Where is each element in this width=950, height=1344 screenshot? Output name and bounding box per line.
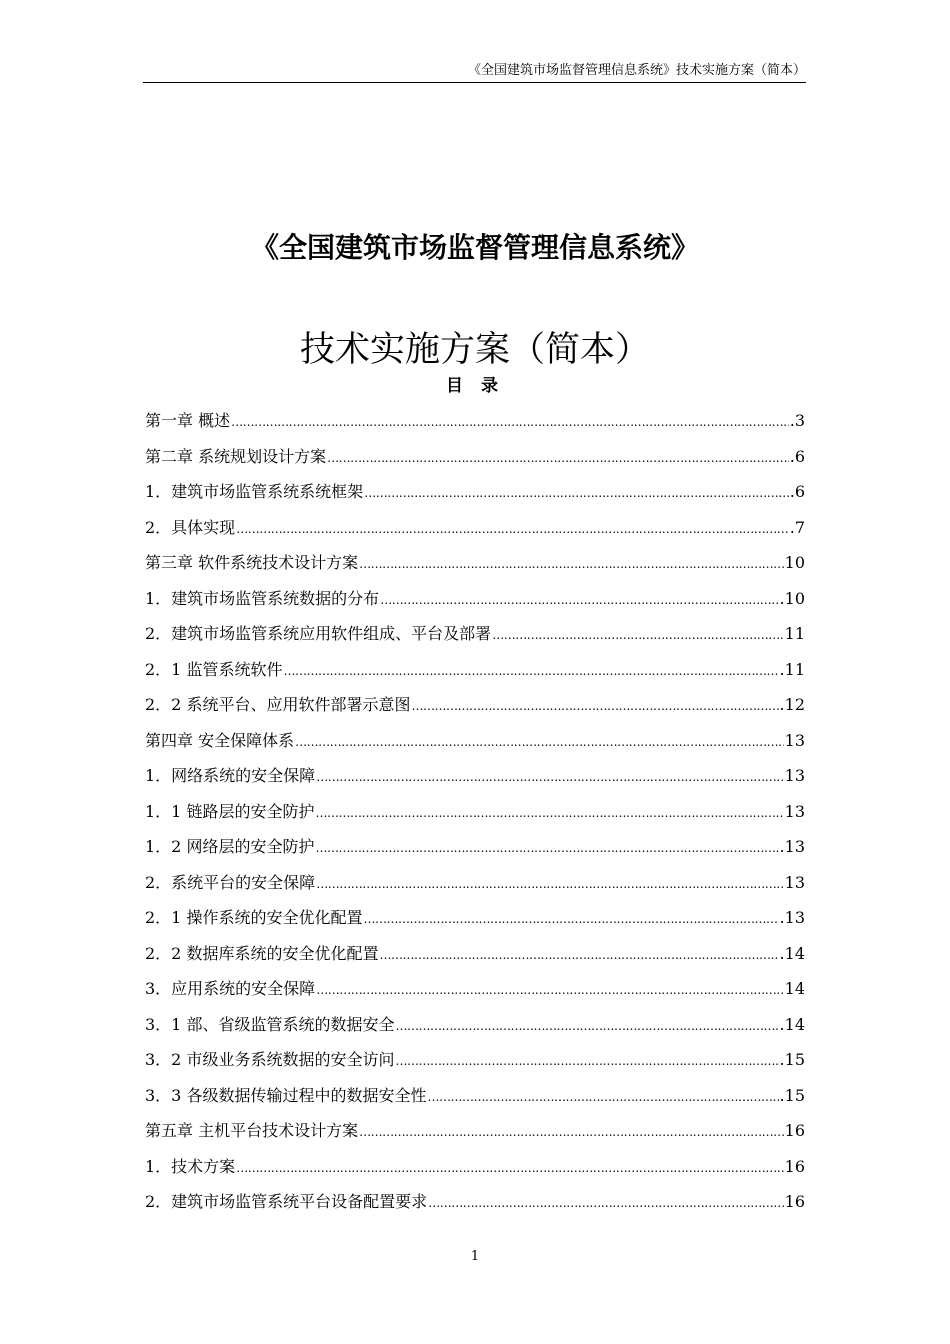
toc-dot-leader: [379, 938, 778, 972]
toc-entry[interactable]: [145, 758, 805, 794]
toc-entry-text: 2．1 操作系统的安全优化配置: [145, 908, 363, 927]
toc-entry[interactable]: [145, 545, 805, 581]
document-title: 《全国建筑市场监督管理信息系统》: [250, 231, 699, 264]
toc-entry[interactable]: [145, 474, 805, 510]
toc-dot-leader: [316, 973, 783, 1007]
toc-dot-leader: [395, 1009, 778, 1043]
toc-dot-leader: [380, 583, 778, 617]
toc-entry-text: 第五章 主机平台技术设计方案: [145, 1121, 359, 1140]
toc-dot-leader: [363, 902, 778, 936]
toc-dot-leader: [315, 831, 778, 865]
document-subtitle: 技术实施方案（简本）: [299, 330, 650, 370]
running-header: 《全国建筑市场监督管理信息系统》技术实施方案（简本）: [143, 62, 806, 83]
toc-entry-text: 2．2 数据库系统的安全优化配置: [145, 943, 379, 963]
toc-entry[interactable]: [145, 1113, 805, 1149]
toc-heading: 目 录: [446, 376, 504, 396]
table-of-contents: [145, 403, 805, 1220]
toc-dot-leader: [359, 547, 784, 581]
toc-dot-leader: [364, 476, 789, 510]
toc-dot-leader: [236, 1151, 783, 1185]
toc-entry-page: .14: [779, 943, 805, 963]
toc-entry[interactable]: [145, 616, 805, 652]
toc-entry-text: 1．2 网络层的安全防护: [145, 837, 315, 856]
toc-entry-text: 2．2 系统平台、应用软件部署示意图: [145, 695, 411, 714]
toc-entry-page: 13: [784, 766, 805, 785]
toc-entry[interactable]: [145, 439, 805, 475]
toc-entry[interactable]: [145, 971, 805, 1007]
toc-entry-text: 1．建筑市场监管系统数据的分布: [145, 588, 380, 608]
toc-dot-leader: [236, 512, 789, 546]
toc-dot-leader: [295, 725, 784, 759]
toc-dot-leader: [316, 867, 783, 901]
toc-entry[interactable]: [145, 652, 805, 688]
toc-dot-leader: [316, 760, 783, 794]
toc-entry[interactable]: [145, 1184, 805, 1220]
toc-dot-leader: [427, 1080, 778, 1114]
toc-entry-text: 第四章 安全保障体系: [145, 730, 295, 750]
toc-entry-text: 2．建筑市场监管系统平台设备配置要求: [145, 1192, 428, 1211]
toc-entry-page: .13: [779, 837, 805, 856]
toc-entry-text: 1．1 链路层的安全防护: [145, 801, 315, 821]
toc-entry-page: .6: [789, 482, 805, 501]
toc-entry[interactable]: [145, 865, 805, 901]
toc-entry[interactable]: [145, 687, 805, 723]
toc-dot-leader: [327, 441, 789, 475]
toc-entry[interactable]: [145, 403, 805, 439]
toc-entry-text: 1．网络系统的安全保障: [145, 766, 316, 785]
toc-entry-text: 3．3 各级数据传输过程中的数据安全性: [145, 1085, 427, 1105]
toc-entry-page: .13: [779, 908, 805, 927]
toc-entry-page: 13: [784, 730, 805, 750]
toc-entry[interactable]: [145, 1042, 805, 1078]
toc-dot-leader: [315, 796, 783, 830]
toc-entry[interactable]: [145, 794, 805, 830]
toc-entry-page: 13: [784, 872, 805, 892]
toc-entry-page: 14: [784, 979, 805, 998]
page-number: 1: [470, 1249, 480, 1264]
toc-entry-text: 3．应用系统的安全保障: [145, 979, 316, 998]
toc-dot-leader: [283, 654, 778, 688]
toc-entry[interactable]: [145, 1007, 805, 1043]
toc-dot-leader: [492, 618, 783, 652]
toc-entry-text: 2．具体实现: [145, 517, 236, 537]
toc-dot-leader: [411, 689, 778, 723]
toc-entry-page: .12: [779, 695, 805, 714]
toc-entry-page: .15: [779, 1085, 805, 1105]
toc-entry-text: 第二章 系统规划设计方案: [145, 446, 327, 466]
toc-entry[interactable]: [145, 723, 805, 759]
toc-entry[interactable]: [145, 829, 805, 865]
toc-entry[interactable]: [145, 936, 805, 972]
toc-entry-page: .11: [779, 659, 805, 679]
toc-dot-leader: [359, 1115, 784, 1149]
toc-entry-page: 16: [784, 1121, 805, 1140]
toc-dot-leader: [231, 405, 789, 439]
toc-entry-text: 第一章 概述: [145, 411, 231, 430]
toc-entry-page: 11: [784, 624, 805, 643]
toc-entry-page: 10: [784, 553, 805, 572]
toc-entry-page: 13: [784, 801, 805, 821]
toc-entry-text: 3．2 市级业务系统数据的安全访问: [145, 1050, 395, 1069]
toc-entry-text: 1．技术方案: [145, 1156, 236, 1176]
toc-entry-page: .15: [779, 1050, 805, 1069]
toc-entry-text: 2．1 监管系统软件: [145, 659, 283, 679]
toc-dot-leader: [428, 1186, 783, 1220]
toc-entry[interactable]: [145, 900, 805, 936]
toc-entry-page: 16: [784, 1156, 805, 1176]
toc-entry-text: 2．建筑市场监管系统应用软件组成、平台及部署: [145, 624, 492, 643]
toc-entry[interactable]: [145, 1078, 805, 1114]
toc-entry-page: .10: [779, 588, 805, 608]
toc-entry-text: 第三章 软件系统技术设计方案: [145, 553, 359, 572]
toc-entry-text: 3．1 部、省级监管系统的数据安全: [145, 1014, 395, 1034]
toc-entry[interactable]: [145, 581, 805, 617]
toc-entry-page: .6: [789, 446, 805, 466]
toc-entry-page: .14: [779, 1014, 805, 1034]
toc-entry-page: .7: [789, 517, 805, 537]
toc-entry-text: 2．系统平台的安全保障: [145, 872, 316, 892]
toc-entry[interactable]: [145, 510, 805, 546]
toc-entry-page: .3: [789, 411, 805, 430]
toc-entry[interactable]: [145, 1149, 805, 1185]
toc-dot-leader: [395, 1044, 778, 1078]
toc-entry-text: 1．建筑市场监管系统系统框架: [145, 482, 364, 501]
toc-entry-page: 16: [784, 1192, 805, 1211]
